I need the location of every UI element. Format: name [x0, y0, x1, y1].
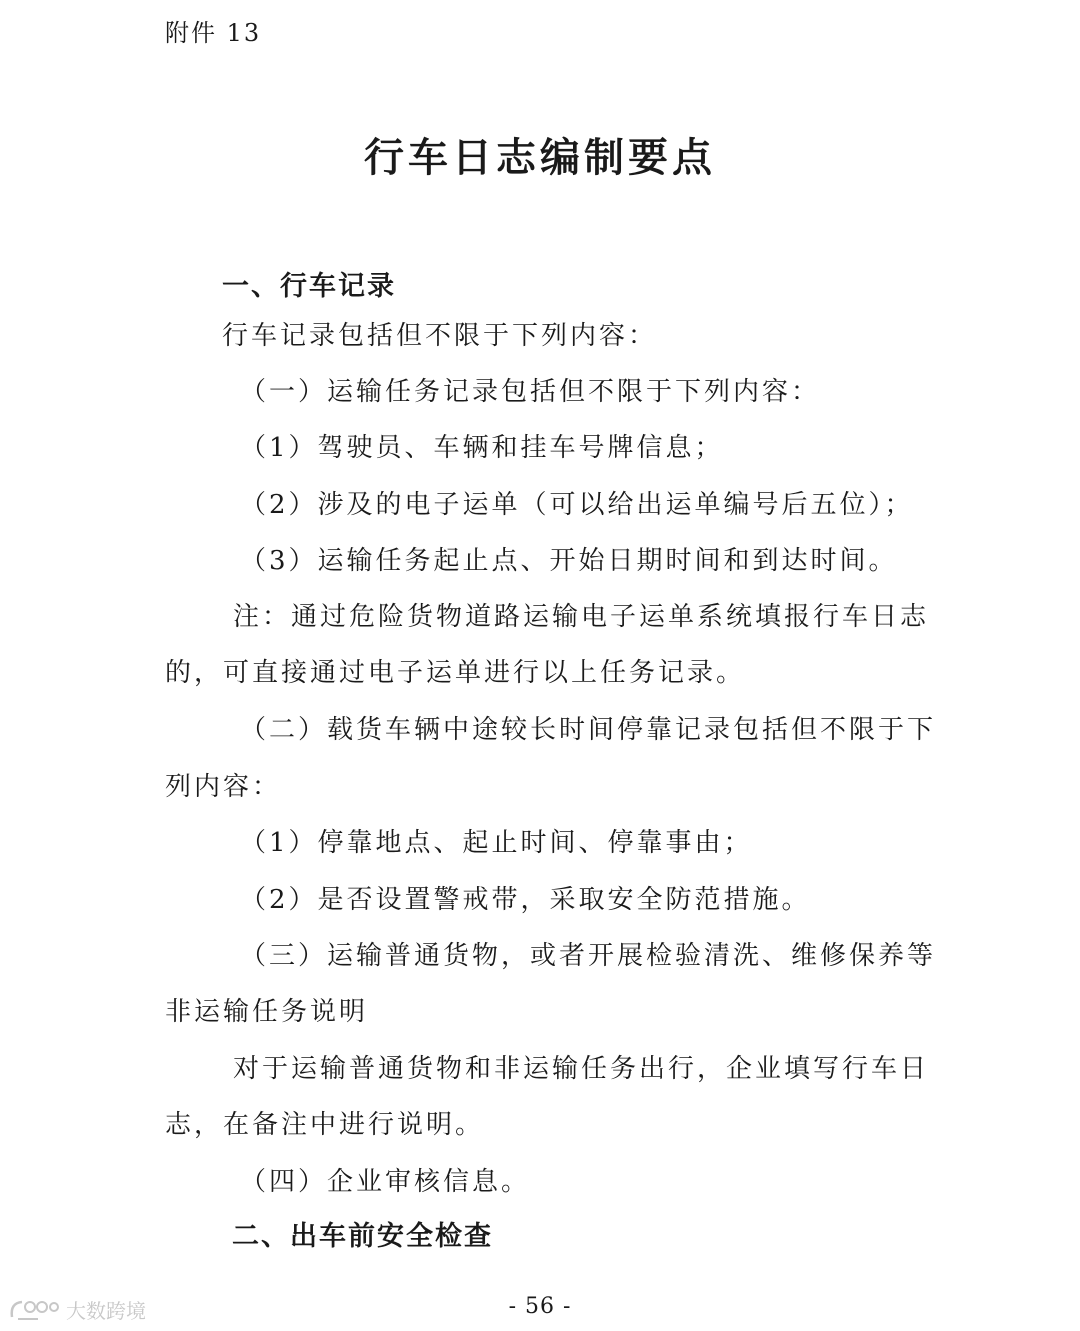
- list-item: （2）是否设置警戒带，采取安全防范措施。: [240, 885, 811, 915]
- subsection-heading: （四）企业审核信息。: [240, 1167, 531, 1197]
- list-item: （1）驾驶员、车辆和挂车号牌信息；: [240, 433, 724, 463]
- section-heading-pre-departure-check: 二、出车前安全检查: [232, 1221, 493, 1252]
- subsection-heading: 非运输任务说明: [165, 997, 369, 1027]
- paragraph: 对于运输普通货物和非运输任务出行，企业填写行车日: [233, 1054, 930, 1084]
- subsection-heading: （三）运输普通货物，或者开展检验清洗、维修保养等: [240, 941, 937, 971]
- page-number: - 56 -: [508, 1294, 572, 1319]
- note-paragraph: 注：通过危险货物道路运输电子运单系统填报行车日志: [233, 602, 930, 632]
- watermark-text: 大数跨境: [66, 1299, 146, 1323]
- subsection-heading: 列内容：: [165, 772, 282, 802]
- list-item: （1）停靠地点、起止时间、停靠事由；: [240, 828, 753, 858]
- page-title: 行车日志编制要点: [364, 134, 716, 181]
- subsection-heading: （二）载货车辆中途较长时间停靠记录包括但不限于下: [240, 715, 937, 745]
- attachment-label: 附件 13: [165, 19, 262, 47]
- brand-logo-icon: [8, 1297, 60, 1323]
- section-heading-driving-record: 一、行车记录: [222, 271, 396, 302]
- paragraph: 志，在备注中进行说明。: [165, 1110, 485, 1140]
- subsection-heading: （一）运输任务记录包括但不限于下列内容：: [240, 377, 821, 407]
- paragraph: 行车记录包括但不限于下列内容：: [222, 321, 658, 351]
- list-item: （3）运输任务起止点、开始日期时间和到达时间。: [240, 546, 898, 576]
- watermark: [8, 1295, 146, 1324]
- list-item: （2）涉及的电子运单（可以给出运单编号后五位）；: [240, 490, 914, 520]
- note-paragraph: 的，可直接通过电子运单进行以上任务记录。: [165, 658, 746, 688]
